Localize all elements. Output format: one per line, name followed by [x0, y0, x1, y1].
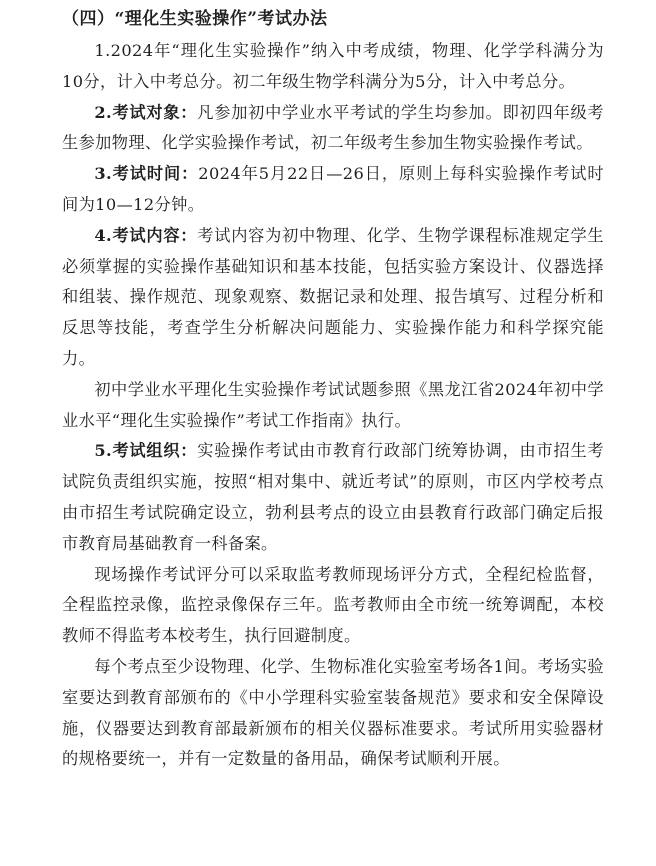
paragraph-text: 初中学业水平理化生实验操作考试试题参照《黑龙江省2024年初中学业水平“理化生实验操作”考试工作指南》执行。	[62, 379, 604, 430]
paragraph-exam-time	[62, 159, 604, 221]
paragraph-exam-content	[62, 221, 604, 375]
paragraph-score-inclusion	[62, 36, 604, 98]
paragraph-label: 4.考试内容：	[94, 225, 198, 245]
paragraph-exam-organization	[62, 436, 604, 559]
paragraph-label: 3.考试时间：	[94, 164, 199, 184]
paragraph-lab-requirements	[62, 652, 604, 775]
paragraph-text: 现场操作考试评分可以采取监考教师现场评分方式，全程纪检监督，全程监控录像，监控录像保存三年。监考教师由全市统一统筹调配，本校教师不得监考本校考生，执行回避制度。	[62, 564, 604, 646]
paragraph-exam-guide-reference	[62, 375, 604, 437]
paragraph-text: 考试内容为初中物理、化学、生物学课程标准规定学生必须掌握的实验操作基础知识和基本技能，包括实验方案设计、仪器选择和组装、操作规范、现象观察、数据记录和处理、报告填写、过程分析和反思等技能，考查学生分析解决问题能力、实验操作能力和科学探究能力。	[62, 225, 604, 368]
paragraph-text: 2024年5月22日—26日，原则上每科实验操作考试时间为10—12分钟。	[62, 164, 604, 214]
paragraph-text: 凡参加初中学业水平考试的学生均参加。即初四年级考生参加物理、化学实验操作考试，初二年级考生参加生物实验操作考试。	[62, 102, 604, 153]
paragraph-exam-subjects	[62, 98, 604, 160]
paragraph-label: 5.考试组织：	[94, 441, 198, 461]
paragraph-onsite-scoring	[62, 560, 604, 652]
paragraph-text: 1.2024年“理化生实验操作”纳入中考成绩，物理、化学学科满分为10分，计入中考总分。初二年级生物学科满分为5分，计入中考总分。	[62, 41, 604, 91]
paragraph-text: 每个考点至少设物理、化学、生物标准化实验室考场各1间。考场实验室要达到教育部颁布的《中小学理科实验室装备规范》要求和安全保障设施，仪器要达到教育部最新颁布的相关仪器标准要求。考试所用实验器材的规格要统一，并有一定数量的备用品，确保考试顺利开展。	[62, 656, 604, 769]
paragraph-text: 实验操作考试由市教育行政部门统筹协调，由市招生考试院负责组织实施，按照“相对集中、就近考试”的原则，市区内学校考点由市招生考试院确定设立，勃利县考点的设立由县教育行政部门确定后报市教育局基础教育一科备案。	[62, 441, 604, 553]
section-heading: （四）“理化生实验操作”考试办法	[62, 9, 328, 29]
paragraph-label: 2.考试对象：	[94, 102, 198, 122]
